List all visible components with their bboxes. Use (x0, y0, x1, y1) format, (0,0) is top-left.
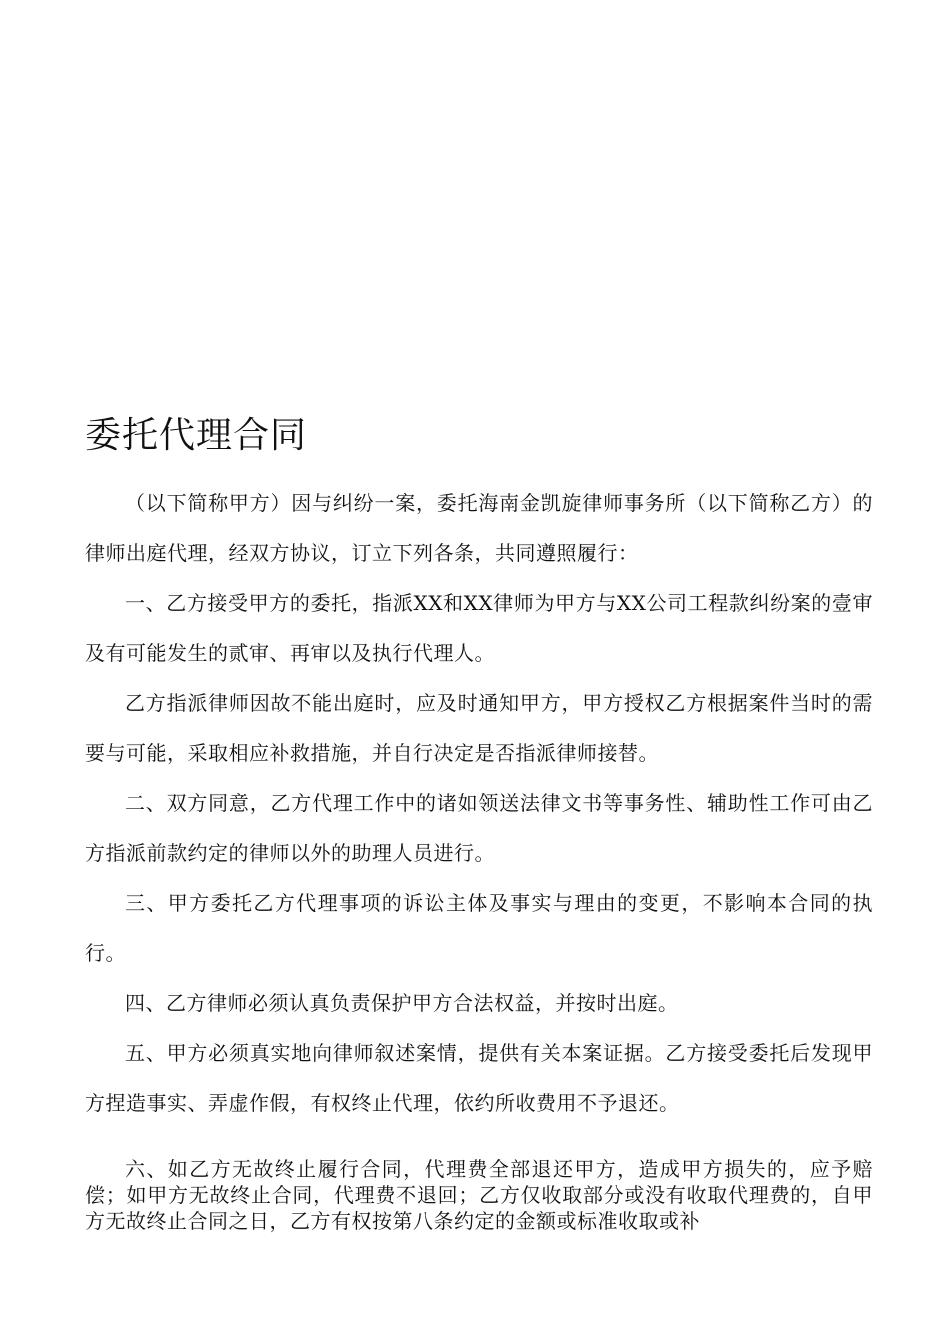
clause-5-paragraph: 五、甲方必须真实地向律师叙述案情，提供有关本案证据。乙方接受委托后发现甲方捏造事实、弄虚作假，有权终止代理，依约所收费用不予退还。 (85, 1041, 873, 1115)
clause-1-paragraph: 一、乙方接受甲方的委托，指派XX和XX律师为甲方与XX公司工程款纠纷案的壹审及有可能发生的贰审、再审以及执行代理人。 (85, 591, 873, 665)
intro-paragraph: （以下简称甲方）因与纠纷一案，委托海南金凯旋律师事务所（以下简称乙方）的律师出庭代理，经双方协议，订立下列各条，共同遵照履行： (85, 491, 873, 565)
clause-2-paragraph: 二、双方同意，乙方代理工作中的诸如领送法律文书等事务性、辅助性工作可由乙方指派前款约定的律师以外的助理人员进行。 (85, 791, 873, 865)
clause-6-paragraph: 六、如乙方无故终止履行合同，代理费全部退还甲方，造成甲方损失的，应予赔偿；如甲方无故终止合同，代理费不退回；乙方仅收取部分或没有收取代理费的，自甲方无故终止合同之日，乙方有权按第八条约定的金额或标准收取或补 (85, 1157, 873, 1233)
clause-3-paragraph: 三、甲方委托乙方代理事项的诉讼主体及事实与理由的变更，不影响本合同的执行。 (85, 891, 873, 965)
document-title: 委托代理合同 (85, 415, 308, 456)
clause-1-supplement-paragraph: 乙方指派律师因故不能出庭时，应及时通知甲方，甲方授权乙方根据案件当时的需要与可能，采取相应补救措施，并自行决定是否指派律师接替。 (85, 691, 873, 765)
contract-page (85, 410, 873, 1234)
clause-4-paragraph: 四、乙方律师必须认真负责保护甲方合法权益，并按时出庭。 (125, 991, 679, 1015)
